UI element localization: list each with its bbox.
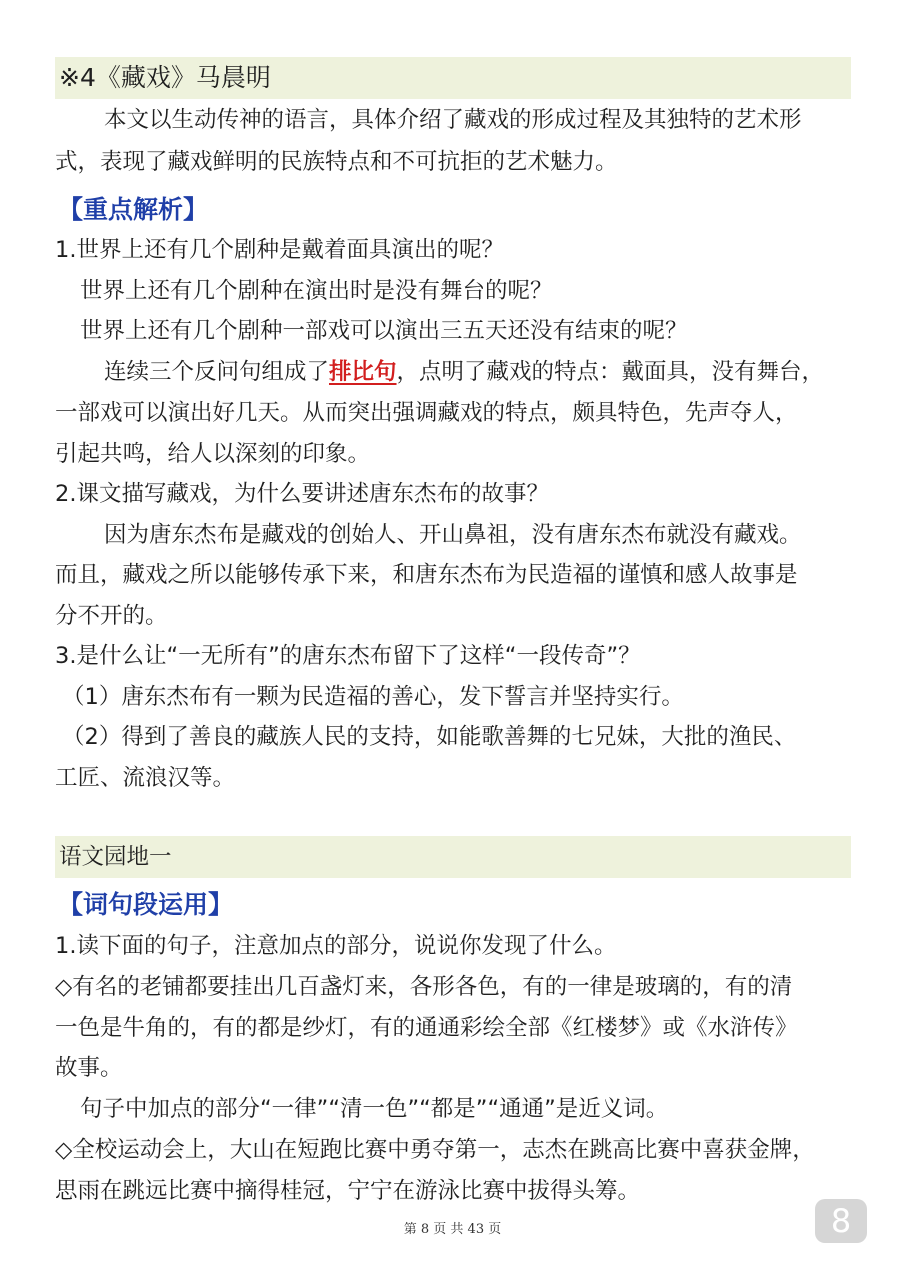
question-2: 2.课文描写藏戏，为什么要讲述唐东杰布的故事？ <box>55 481 549 507</box>
question-1-line-2: 世界上还有几个剧种在演出时是没有舞台的呢？ <box>80 278 553 304</box>
answer-1-line-2: 一部戏可以演出好几天。从而突出强调藏戏的特点，颇具特色，先声夺人， <box>55 400 798 426</box>
intro-line-1: 本文以生动传神的语言，具体介绍了藏戏的形成过程及其独特的艺术形 <box>104 107 802 133</box>
word-sentence-heading: 【词句段运用】 <box>58 890 234 919</box>
example-1-line-2: 一色是牛角的，有的都是纱灯，有的通通彩绘全部《红楼梦》或《水浒传》 <box>55 1015 798 1041</box>
question-1-line-3: 世界上还有几个剧种一部戏可以演出三五天还没有结束的呢？ <box>80 318 688 344</box>
question-3: 3.是什么让“一无所有”的唐东杰布留下了这样“一段传奇”？ <box>55 643 641 669</box>
section-title-zangxi: ※4《藏戏》马晨明 <box>55 57 851 99</box>
example-1-line-1: ◇有名的老铺都要挂出几百盏灯来，各形各色，有的一律是玻璃的，有的清 <box>55 974 793 1000</box>
example-2-line-1: ◇全校运动会上，大山在短跑比赛中勇夺第一，志杰在跳高比赛中喜获金牌， <box>55 1137 815 1163</box>
example-2-line-2: 思雨在跳远比赛中摘得桂冠，宁宁在游泳比赛中拔得头筹。 <box>55 1178 641 1204</box>
parallelism-highlight: 排比句 <box>329 359 397 385</box>
answer-3-item-2: （2）得到了善良的藏族人民的支持，如能歌善舞的七兄妹，大批的渔民、 <box>62 724 797 750</box>
exercise-1-question: 1.读下面的句子，注意加点的部分，说说你发现了什么。 <box>55 933 617 959</box>
example-1-line-3: 故事。 <box>55 1055 123 1081</box>
note-1: 句子中加点的部分“一律”“清一色”“都是”“通通”是近义词。 <box>80 1096 669 1122</box>
answer-2-line-3: 分不开的。 <box>55 603 168 629</box>
page-number-footer: 第 8 页 共 43 页 <box>403 1222 502 1237</box>
page-badge: 8 <box>815 1199 867 1243</box>
answer-2-line-1: 因为唐东杰布是藏戏的创始人、开山鼻祖，没有唐东杰布就没有藏戏。 <box>104 522 802 548</box>
answer-3-item-1: （1）唐东杰布有一颗为民造福的善心，发下誓言并坚持实行。 <box>62 684 684 710</box>
answer-1-pre: 连续三个反问句组成了 <box>104 359 330 385</box>
intro-line-2: 式，表现了藏戏鲜明的民族特点和不可抗拒的艺术魅力。 <box>55 149 618 175</box>
question-1-line-1: 1.世界上还有几个剧种是戴着面具演出的呢？ <box>55 237 504 263</box>
answer-3-line-3: 工匠、流浪汉等。 <box>55 765 236 791</box>
key-analysis-heading: 【重点解析】 <box>58 195 209 224</box>
answer-1-post: ，点明了藏戏的特点：戴面具，没有舞台， <box>396 359 825 385</box>
answer-1-line-1 <box>104 354 824 386</box>
section-title-yuwen-yuandi: 语文园地一 <box>55 836 851 878</box>
answer-1-line-3: 引起共鸣，给人以深刻的印象。 <box>55 441 371 467</box>
answer-2-line-2: 而且，藏戏之所以能够传承下来，和唐东杰布为民造福的谨慎和感人故事是 <box>55 562 798 588</box>
